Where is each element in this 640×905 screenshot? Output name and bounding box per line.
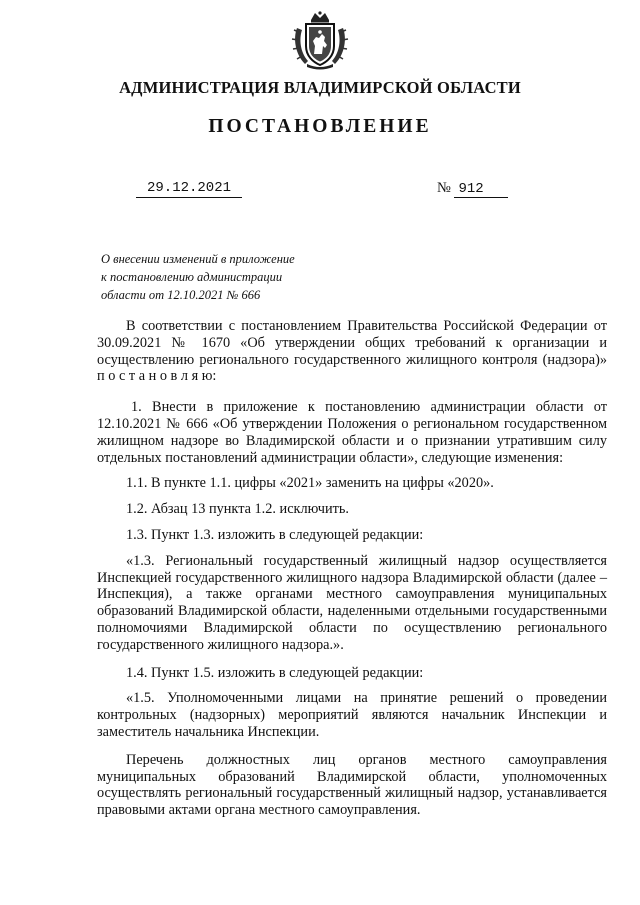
subject-line: области от 12.10.2021 № 666 — [101, 288, 261, 302]
coat-of-arms-icon — [289, 10, 351, 72]
quote-1-5-continuation-paragraph: Перечень должностных лиц органов местного самоуправления муниципальных образований Владимирской области, уполномоченных осуществлять региональный государственный жилищный надзор, устанавливается правовыми актами органа местного самоуправления. — [97, 751, 607, 819]
item-1-3-paragraph: 1.3. Пункт 1.3. изложить в следующей редакции: — [126, 526, 424, 543]
document-body — [97, 318, 607, 833]
preamble-paragraph: В соответствии с постановлением Правительства Российской Федерации от 30.09.2021 № 1670 «Об утверждении общих требований к организации и осуществлению регионального государственного жилищного контроля (надзора)» п о с т а н о в л я ю: — [97, 318, 607, 385]
quote-1-5-paragraph: «1.5. Уполномоченными лицами на принятие решений о проведении контрольных (надзорных) мероприятий являются начальник Инспекции и заместитель начальника Инспекции. — [97, 690, 607, 740]
number-value: 912 — [454, 181, 508, 198]
quote-1-3-paragraph: «1.3. Региональный государственный жилищный надзор осуществляется Инспекцией государственного жилищного надзора Владимирской области (далее – Инспекция), а также органами местного самоуправления муниципальных образований Владимирской области, наделенными отдельными государственными полномочиями Владимирской области по осуществлению регионального государственного жилищного надзора.». — [97, 552, 607, 653]
item-1-2-paragraph: 1.2. Абзац 13 пункта 1.2. исключить. — [126, 501, 349, 518]
subject-line: О внесении изменений в приложение — [101, 252, 295, 266]
organization-name: АДМИНИСТРАЦИЯ ВЛАДИМИРСКОЙ ОБЛАСТИ — [119, 78, 521, 97]
document-subject — [101, 250, 295, 304]
item-1-4-paragraph: 1.4. Пункт 1.5. изложить в следующей редакции: — [126, 664, 424, 681]
subject-line: к постановлению администрации — [101, 270, 283, 284]
document-number — [437, 180, 508, 198]
item-1-paragraph: 1. Внести в приложение к постановлению администрации области от 12.10.2021 № 666 «Об утверждении Положения о региональном государственном жилищном надзоре во Владимирской области и о признании утратившим силу отдельных постановлений администрации области», следующие изменения: — [97, 399, 607, 466]
document-type: ПОСТАНОВЛЕНИЕ — [208, 116, 432, 137]
document-date: 29.12.2021 — [136, 180, 242, 198]
number-sign: № — [437, 180, 451, 196]
item-1-1-paragraph: 1.1. В пункте 1.1. цифры «2021» заменить на цифры «2020». — [126, 475, 494, 492]
